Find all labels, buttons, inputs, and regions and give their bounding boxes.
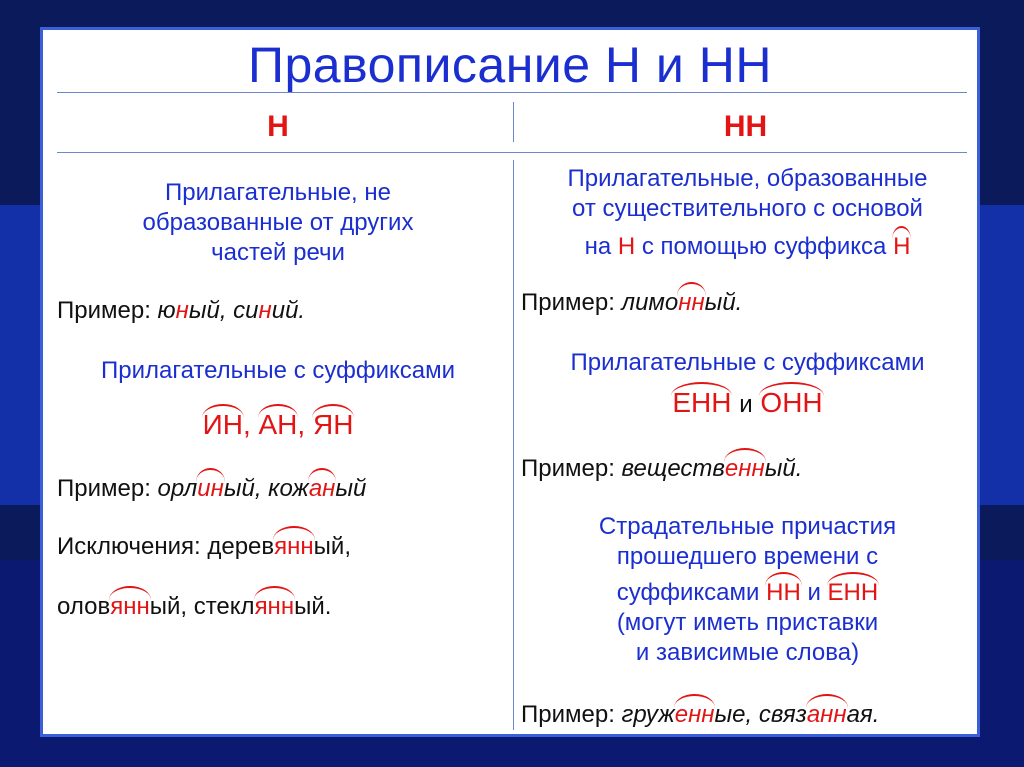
left-suffixes: ИН, АН, ЯН bbox=[202, 409, 354, 440]
divider-top bbox=[57, 92, 967, 93]
left-example-2: Пример: орлиный, кожаный bbox=[57, 475, 367, 502]
suffix-an: АН bbox=[258, 409, 298, 440]
left-example-1: Пример: юный, синий. bbox=[57, 297, 306, 324]
column-header-nn: НН bbox=[723, 110, 768, 143]
right-example-3: Пример: груженные, связанная. bbox=[521, 701, 880, 728]
right-example-1: Пример: лимонный. bbox=[521, 289, 743, 316]
right-rule-1: Прилагательные, образованные от существительного с основой на Н с помощью суффикса Н bbox=[567, 165, 928, 260]
page-title: Правописание Н и НН bbox=[248, 37, 772, 93]
left-rule-2: Прилагательные с суффиксами bbox=[100, 357, 456, 384]
right-rule-2: Прилагательные с суффиксами bbox=[570, 349, 925, 376]
right-example-2: Пример: вещественный. bbox=[521, 455, 803, 482]
left-rule-1: Прилагательные, не образованные от других частей речи bbox=[142, 179, 414, 266]
divider-columns bbox=[513, 160, 514, 730]
suffix-enn: ЕНН bbox=[672, 387, 732, 418]
suffix-yan: ЯН bbox=[312, 409, 354, 440]
suffix-onn: ОНН bbox=[760, 387, 823, 418]
left-exceptions-2: оловянный, стеклянный. bbox=[57, 593, 332, 620]
right-suffixes: ЕНН и ОНН bbox=[672, 387, 823, 418]
slide-card bbox=[40, 27, 980, 737]
suffix-in: ИН bbox=[202, 409, 243, 440]
column-header-n: Н bbox=[267, 110, 289, 143]
left-exceptions: Исключения: деревянный, bbox=[57, 533, 351, 560]
divider-header bbox=[57, 152, 967, 153]
right-rule-3: Страдательные причастия прошедшего времени с суффиксами НН и ЕНН (могут иметь приставки и зависимые слова) bbox=[598, 513, 897, 666]
